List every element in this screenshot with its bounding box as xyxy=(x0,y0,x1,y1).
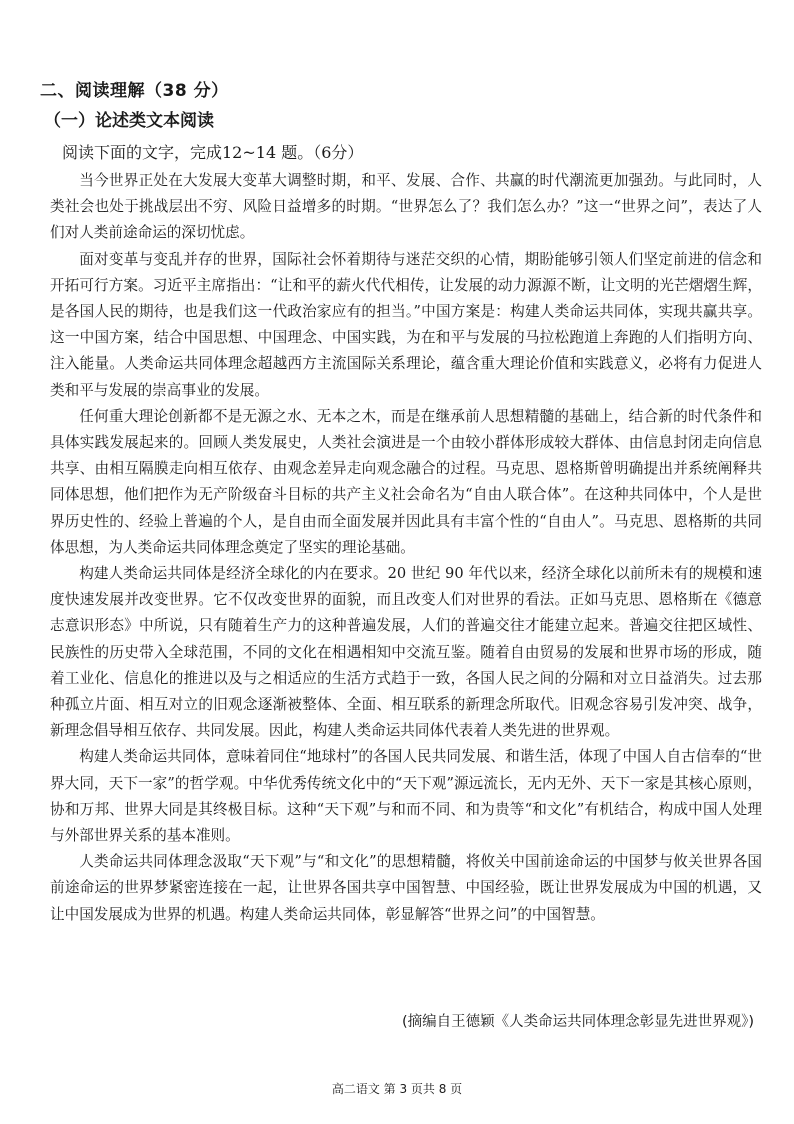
reading-instruction: 阅读下面的文字，完成12~14 题。（6分） xyxy=(62,143,364,162)
paragraph-2: 面对变革与变乱并存的世界，国际社会怀着期待与迷茫交织的心情，期盼能够引领人们坚定前进的信念和开拓可行方案。习近平主席指出：“让和平的薪火代代相传，让发展的动力源源不断，让文明的光芒熠熠生辉，是各国人民的期待，也是我们这一代政治家应有的担当。”中国方案是：构建人类命运共同体，实现共赢共享。这一中国方案，结合中国思想、中国理念、中国实践，为在和平与发展的马拉松跑道上奔跑的人们指明方向、注入能量。人类命运共同体理念超越西方主流国际关系理论，蕴含重大理论价值和实践意义，必将有力促进人类和平与发展的崇高事业的发展。 xyxy=(50,250,762,399)
article-body xyxy=(50,168,762,928)
subsection-heading: （一）论述类文本阅读 xyxy=(44,111,214,131)
paragraph-6: 人类命运共同体理念汲取“天下观”与“和文化”的思想精髓，将攸关中国前途命运的中国梦与攸关世界各国前途命运的世界梦紧密连接在一起，让世界各国共享中国智慧、中国经验，既让世界发展成为中国的机遇，又让中国发展成为世界的机遇。构建人类命运共同体，彰显解答“世界之问”的中国智慧。 xyxy=(50,853,762,923)
paragraph-1: 当今世界正处在大发展大变革大调整时期，和平、发展、合作、共赢的时代潮流更加强劲。与此同时，人类社会也处于挑战层出不穷、风险日益增多的时期。“世界怎么了？我们怎么办？”这一“世界之问”，表达了人们对人类前途命运的深切忧虑。 xyxy=(50,172,762,242)
paragraph-3: 任何重大理论创新都不是无源之水、无本之木，而是在继承前人思想精髓的基础上，结合新的时代条件和具体实践发展起来的。回顾人类发展史，人类社会演进是一个由较小群体形成较大群体、由信息封闭走向信息共享、由相互隔膜走向相互依存、由观念差异走向观念融合的过程。马克思、恩格斯曾明确提出并系统阐释共同体思想，他们把作为无产阶级奋斗目标的共产主义社会命名为“自由人联合体”。在这种共同体中，个人是世界历史性的、经验上普遍的个人，是自由而全面发展并因此具有丰富个性的“自由人”。马克思、恩格斯的共同体思想，为人类命运共同体理念奠定了坚实的理论基础。 xyxy=(50,407,762,556)
source-citation: (摘编自王德颖《人类命运共同体理念彰显先进世界观》) xyxy=(401,1014,754,1030)
page-footer: 高二语文 第 3 页共 8 页 xyxy=(331,1082,463,1096)
paragraph-5: 构建人类命运共同体，意味着同住“地球村”的各国人民共同发展、和谐生活，体现了中国人自古信奉的“世界大同，天下一家”的哲学观。中华优秀传统文化中的“天下观”源远流长，无内无外、天下一家是其核心原则，协和万邦、世界大同是其终极目标。这种“天下观”与和而不同、和为贵等“和文化”有机结合，构成中国人处理与外部世界关系的基本准则。 xyxy=(50,748,762,845)
paragraph-4: 构建人类命运共同体是经济全球化的内在要求。20 世纪 90 年代以来，经济全球化以前所未有的规模和速度快速发展并改变世界。它不仅改变世界的面貌，而且改变人们对世界的看法。正如马克思、恩格斯在《德意志意识形态》中所说，只有随着生产力的这种普遍发展，人们的普遍交往才能建立起来。普遍交往把区域性、民族性的历史带入全球范围，不同的文化在相遇相知中交流互鉴。随着自由贸易的发展和世界市场的形成，随着工业化、信息化的推进以及与之相适应的生活方式趋于一致，各国人民之间的分隔和对立日益消失。过去那种孤立片面、相互对立的旧观念逐渐被整体、全面、相互联系的新理念所取代。旧观念容易引发冲突、战争，新理念倡导相互依存、共同发展。因此，构建人类命运共同体代表着人类先进的世界观。 xyxy=(50,565,762,740)
section-heading: 二、阅读理解（38 分） xyxy=(40,81,229,101)
